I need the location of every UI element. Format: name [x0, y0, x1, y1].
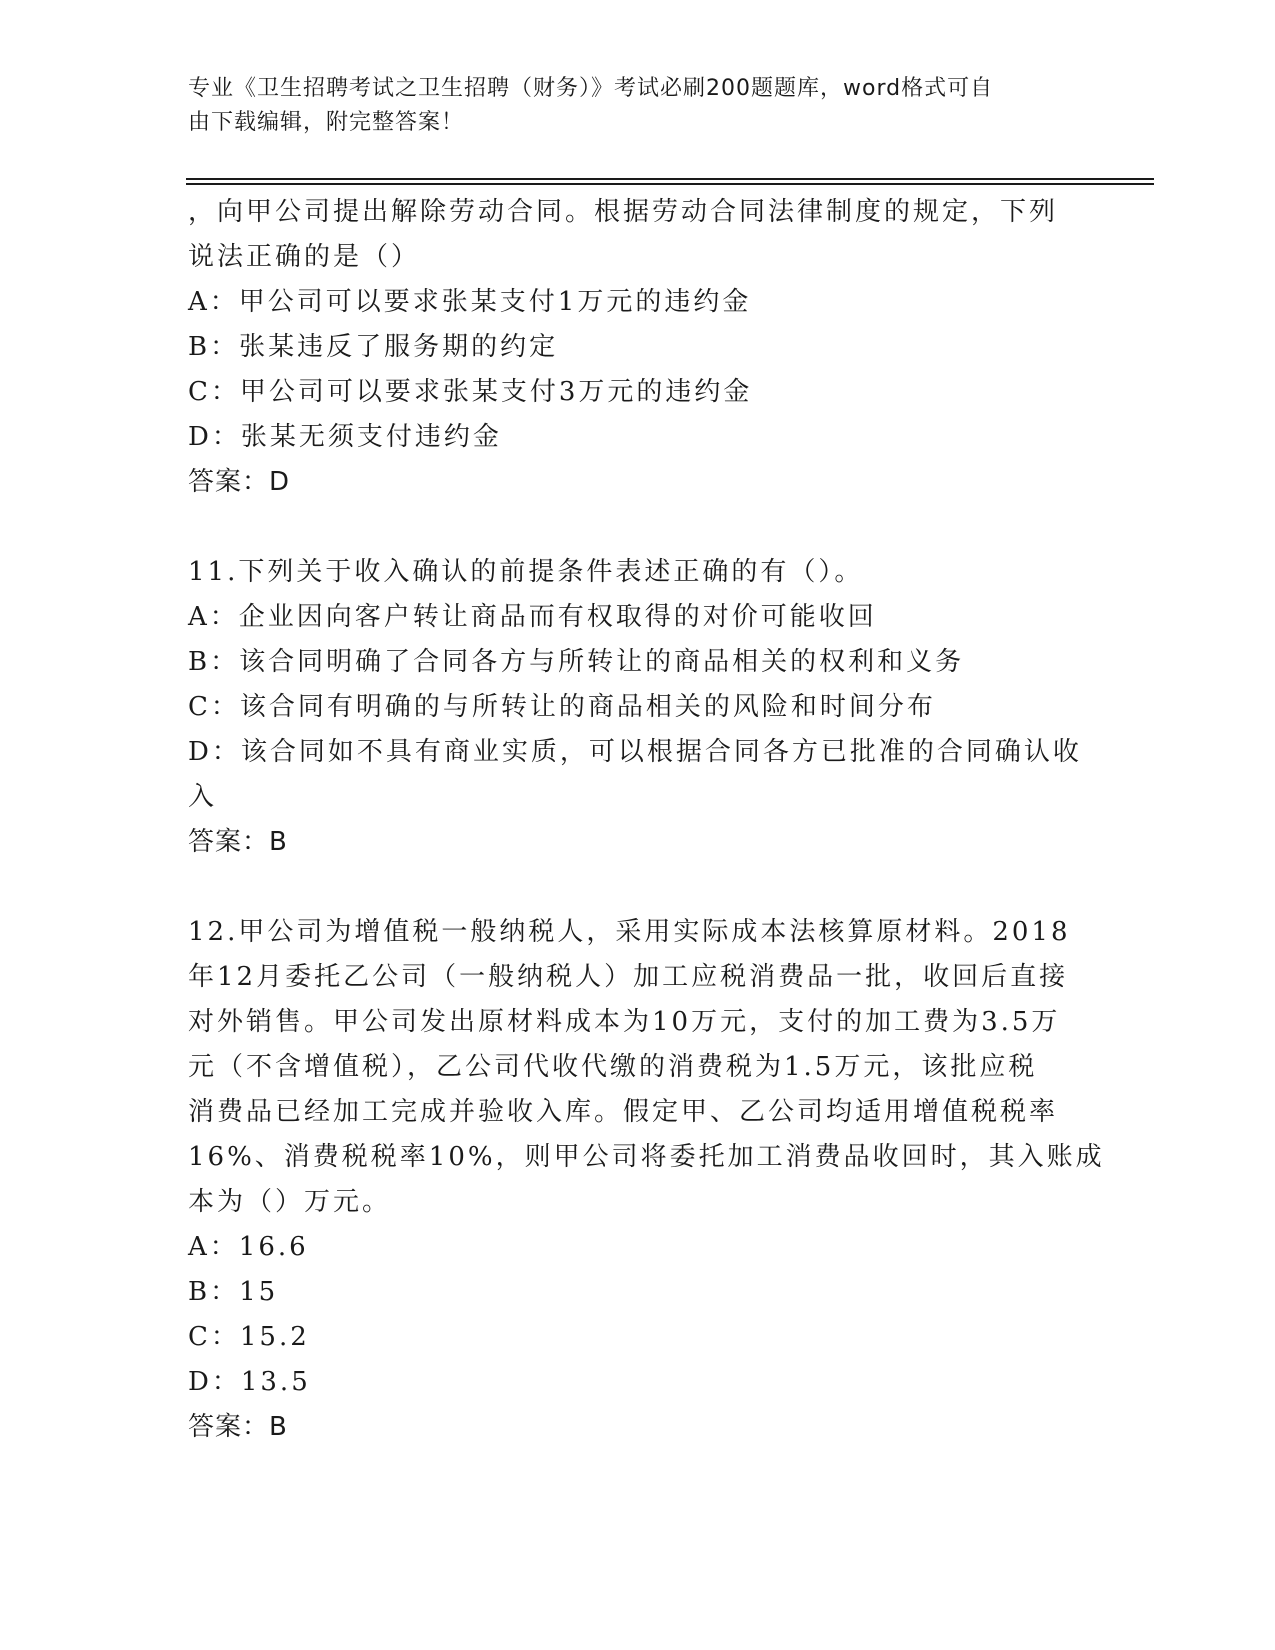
- question-10: [188, 190, 1068, 505]
- option-b: B：该合同明确了合同各方与所转让的商品相关的权利和义务: [188, 647, 965, 677]
- option-c: C：该合同有明确的与所转让的商品相关的风险和时间分布: [188, 692, 936, 722]
- question-stem-line: 12.甲公司为增值税一般纳税人，采用实际成本法核算原材料。2018: [188, 917, 1071, 947]
- option-b: B：15: [188, 1277, 279, 1307]
- option-d: D：该合同如不具有商业实质，可以根据合同各方已批准的合同确认收: [188, 737, 1082, 767]
- option-d-continuation: 入: [188, 782, 218, 812]
- answer-label: 答案：B: [188, 1412, 288, 1442]
- spacer: [188, 505, 1068, 550]
- question-stem-line: 11.下列关于收入确认的前提条件表述正确的有（）。: [188, 557, 864, 587]
- question-stem-line: 说法正确的是（）: [188, 242, 421, 272]
- option-d: D：张某无须支付违约金: [188, 422, 502, 452]
- option-d: D：13.5: [188, 1367, 311, 1397]
- question-stem-line: 对外销售。甲公司发出原材料成本为10万元，支付的加工费为3.5万: [188, 1007, 1061, 1037]
- question-stem-line: 年12月委托乙公司（一般纳税人）加工应税消费品一批，收回后直接: [188, 962, 1069, 992]
- option-b: B：张某违反了服务期的约定: [188, 332, 559, 362]
- option-a: A：甲公司可以要求张某支付1万元的违约金: [188, 287, 752, 317]
- spacer: [188, 865, 1068, 910]
- header-title-line-2: 由下载编辑，附完整答案！: [188, 110, 465, 135]
- header-title-line-1: 专业《卫生招聘考试之卫生招聘（财务）》考试必刷200题题库，word格式可自: [188, 76, 994, 101]
- option-a: A：企业因向客户转让商品而有权取得的对价可能收回: [188, 602, 877, 632]
- option-c: C：15.2: [188, 1322, 310, 1352]
- answer-label: 答案：D: [188, 467, 291, 497]
- question-stem-line: 16%、消费税税率10%，则甲公司将委托加工消费品收回时，其入账成: [188, 1142, 1105, 1172]
- header-divider-top: [186, 178, 1154, 180]
- question-12: [188, 910, 1105, 1450]
- option-c: C：甲公司可以要求张某支付3万元的违约金: [188, 377, 753, 407]
- header-divider-bottom: [186, 183, 1154, 185]
- question-stem-line: ，向甲公司提出解除劳动合同。根据劳动合同法律制度的规定，下列: [188, 197, 1059, 227]
- question-11: [188, 550, 1082, 865]
- page-header: [188, 72, 1068, 140]
- question-stem-line: 消费品已经加工完成并验收入库。假定甲、乙公司均适用增值税税率: [188, 1097, 1059, 1127]
- option-a: A：16.6: [188, 1232, 309, 1262]
- question-stem-line: 本为（）万元。: [188, 1187, 392, 1217]
- answer-label: 答案：B: [188, 827, 288, 857]
- document-body: [188, 190, 1105, 1450]
- question-stem-line: 元（不含增值税），乙公司代收代缴的消费税为1.5万元，该批应税: [188, 1052, 1038, 1082]
